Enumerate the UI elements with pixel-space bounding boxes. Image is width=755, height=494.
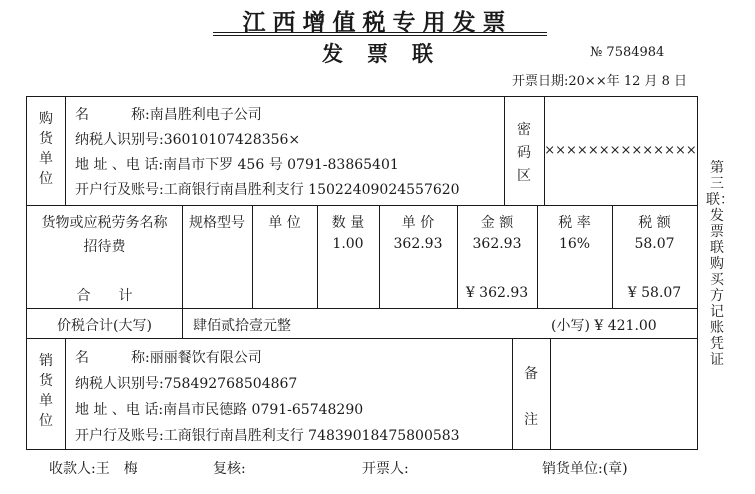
buyer-address-row (75, 154, 399, 174)
total-tax: ¥ 58.07 (627, 285, 682, 301)
cipher-label: 密 码 区 (517, 122, 531, 184)
remarks-right-divider (550, 338, 551, 449)
remarks-label-top: 备 (524, 366, 538, 382)
item-name: 招待费 (83, 239, 126, 255)
seller-seal: 销货单位:(章) (542, 461, 628, 477)
col-header-unit: 单 位 (268, 215, 301, 231)
col-header-tax: 税 额 (638, 215, 671, 231)
item-tax: 58.07 (634, 236, 675, 252)
item-price: 362.93 (393, 236, 443, 252)
item-qty: 1.00 (332, 236, 364, 252)
col-header-rate: 税 率 (558, 215, 591, 231)
buyer-bank-row (75, 179, 460, 199)
row-divider-total (27, 338, 697, 339)
buyer-label-divider (65, 97, 66, 205)
seller-address-label: 地 址 、电 话: (75, 402, 164, 418)
payee: 收款人:王 梅 (49, 461, 138, 477)
buyer-tax-id: 36010107428356× (163, 132, 301, 148)
seller-label-divider (65, 338, 66, 449)
invoice-copy-title: 发票联 (322, 41, 457, 66)
invoice-title: 江西增值税专用发票 (242, 9, 513, 36)
invoice-number: № 7584984 (590, 45, 665, 60)
row-divider-buyer (27, 205, 697, 206)
grand-total-divider (182, 308, 183, 338)
seller-name-label: 名 称: (75, 350, 150, 366)
item-amount: 362.93 (472, 236, 522, 252)
seller-address: 南昌市民德路 0791-65748290 (163, 402, 364, 418)
remarks-left-divider (512, 338, 513, 449)
seller-section-label: 销 货 单 位 (39, 353, 53, 429)
buyer-address: 南昌市下罗 456 号 0791-83865401 (163, 157, 399, 173)
remarks-label-bottom: 注 (524, 412, 538, 428)
reviewer: 复核: (213, 461, 246, 477)
col-header-amount: 金 额 (480, 215, 514, 231)
seller-tax-id: 758492768504867 (163, 376, 298, 392)
buyer-name-label: 名 称: (75, 107, 150, 123)
grand-total-words: 肆佰贰拾壹元整 (193, 318, 291, 334)
grand-total-label: 价税合计(大写) (57, 318, 152, 334)
seller-bank-row (75, 425, 460, 445)
buyer-name-row (75, 104, 262, 124)
buyer-bank-label: 开户行及账号: (75, 182, 164, 198)
buyer-name: 南昌胜利电子公司 (149, 107, 262, 123)
col-header-qty: 数 量 (331, 215, 365, 231)
invoice-table (26, 96, 698, 450)
drawer: 开票人: (362, 461, 409, 477)
cipher-left-divider (504, 97, 505, 205)
item-rate: 16% (558, 236, 591, 252)
cipher-value: ×××××××××××××× (544, 143, 697, 158)
copy-side-note: 第三联：发票联 购买方记账凭证 (706, 160, 734, 368)
row-divider-items (27, 308, 697, 309)
buyer-section-label: 购 货 单 位 (39, 111, 53, 187)
seller-tax-id-row (75, 373, 297, 393)
col-header-name: 货物或应税劳务名称 (41, 215, 168, 231)
seller-bank: 工商银行南昌胜利支行 74839018475800583 (163, 428, 460, 444)
buyer-tax-id-row (75, 129, 300, 149)
title-underline-2 (213, 35, 547, 36)
buyer-tax-id-label: 纳税人识别号: (75, 132, 164, 148)
total-amount: ¥ 362.93 (465, 285, 529, 301)
seller-bank-label: 开户行及账号: (75, 428, 164, 444)
seller-name-row (75, 347, 262, 367)
buyer-bank: 工商银行南昌胜利支行 15022409024557620 (163, 182, 460, 198)
title-underline (213, 32, 547, 33)
grand-total-figures: (小写) ¥ 421.00 (551, 318, 657, 334)
seller-address-row (75, 399, 363, 419)
seller-tax-id-label: 纳税人识别号: (75, 376, 164, 392)
total-label: 合 计 (76, 288, 133, 304)
col-header-price: 单 价 (401, 215, 435, 231)
buyer-address-label: 地 址 、电 话: (75, 157, 164, 173)
seller-name: 丽丽餐饮有限公司 (149, 350, 262, 366)
col-header-spec: 规格型号 (189, 215, 245, 231)
issue-date: 开票日期:20××年 12 月 8 日 (512, 74, 688, 89)
